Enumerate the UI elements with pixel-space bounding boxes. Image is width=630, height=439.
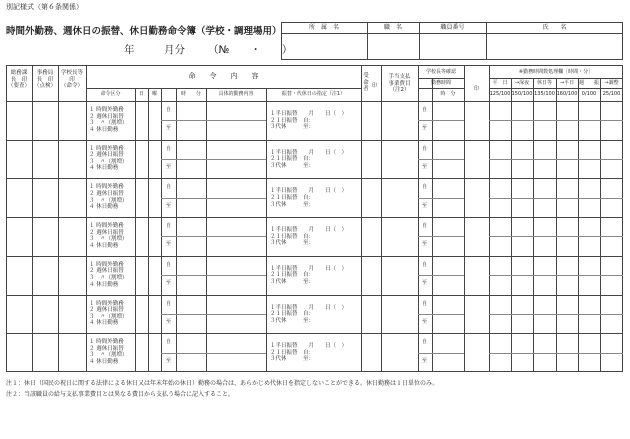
order-category-list[interactable]: １ 時間外勤務 ２ 週休日振替 ３ 〃（割増） ４ 休日勤務 xyxy=(89,339,128,365)
receiver-seal-box[interactable] xyxy=(362,141,380,178)
note-2: 注２：当該職員の給与支払事業費目とは異なる費目から支払う場合に記入すること。 xyxy=(6,391,235,398)
swap-designation[interactable]: １半日振替 月 日（ ） ２１日振替 自： ３代休 至： xyxy=(270,304,348,324)
start-time-field[interactable] xyxy=(177,218,205,235)
allowance-field[interactable] xyxy=(382,334,417,371)
confirm-seal-box[interactable] xyxy=(465,257,488,294)
order-category-list[interactable]: １ 時間外勤務 ２ 週休日振替 ３ 〃（割増） ４ 休日勤務 xyxy=(89,184,128,211)
col-time: 時 分 xyxy=(180,91,201,97)
start-time-field[interactable] xyxy=(177,102,205,119)
swap-designation[interactable]: １半日振替 月 日（ ） ２１日振替 自： ３代休 至： xyxy=(270,265,348,285)
day-field[interactable] xyxy=(136,334,147,371)
swap-designation[interactable]: １半日振替 月 日（ ） ２１日振替 自： ３代休 至： xyxy=(270,111,348,131)
calc-rate-holiday: 135/100 xyxy=(534,91,555,97)
to-label: 至 xyxy=(166,241,172,248)
receiver-seal-box[interactable] xyxy=(362,257,380,294)
to-label: 至 xyxy=(166,318,172,325)
confirm-from-label: 自 xyxy=(422,107,428,113)
form-month: 月分 xyxy=(164,44,185,56)
confirm-from-label: 自 xyxy=(422,223,428,230)
confirm-to-label: 至 xyxy=(422,241,428,248)
confirm-hm: 時 分 xyxy=(440,91,456,97)
allowance-field[interactable] xyxy=(382,218,417,255)
col-order-category: 命令区分 xyxy=(100,91,121,97)
header-general-affairs: 総務課 長 印 （要査） xyxy=(7,70,30,90)
to-label: 至 xyxy=(166,202,172,209)
col-day: 日 xyxy=(138,91,144,97)
confirm-from-label: 自 xyxy=(422,261,428,268)
confirm-from-label: 自 xyxy=(422,145,428,152)
confirm-hours: 勤務時間 xyxy=(430,80,451,86)
info-header-employee-id: 職員番号 xyxy=(440,24,465,31)
col-weekday: 曜 xyxy=(151,91,157,97)
weekday-field[interactable] xyxy=(149,179,160,216)
confirm-to-label: 至 xyxy=(422,357,428,364)
calc-cells[interactable] xyxy=(490,141,622,178)
confirm-to-label: 至 xyxy=(422,202,428,209)
col-work-content: 具体的勤務内容 xyxy=(218,91,254,97)
order-category-list[interactable]: １ 時間外勤務 ２ 週休日振替 ３ 〃（割増） ４ 休日勤務 xyxy=(89,261,128,288)
calc-cells[interactable] xyxy=(490,179,622,216)
calc-col-holiday: 休日等 xyxy=(536,80,552,86)
calc-rate-adjust: 25/100 xyxy=(602,91,621,97)
end-time-field[interactable] xyxy=(177,276,205,293)
confirm-from-label: 自 xyxy=(422,184,428,191)
confirm-seal-box[interactable] xyxy=(465,179,488,216)
confirm-to-label: 至 xyxy=(422,280,428,287)
day-field[interactable] xyxy=(136,296,147,333)
calc-rate-weekday: 125/100 xyxy=(489,91,511,97)
calc-col-adjust: →調整 xyxy=(604,80,619,86)
confirm-to-label: 至 xyxy=(422,164,428,171)
name-field[interactable] xyxy=(487,34,622,59)
start-time-field[interactable] xyxy=(177,334,205,351)
confirm-seal-box[interactable] xyxy=(465,141,488,178)
work-content-field[interactable] xyxy=(207,179,265,216)
allowance-field[interactable] xyxy=(382,257,417,294)
start-time-field[interactable] xyxy=(177,296,205,313)
info-header-position: 職 名 xyxy=(383,24,402,31)
order-category-list[interactable]: １ 時間外勤務 ２ 週休日振替 ３ 〃（割増） ４ 休日勤務 xyxy=(89,107,128,133)
calc-rate-late-night: 150/100 xyxy=(511,91,533,97)
calc-rate-weekly-swap: 0/100 xyxy=(581,91,597,97)
calc-cells[interactable] xyxy=(490,218,622,255)
calc-cells[interactable] xyxy=(490,257,622,294)
from-label: 自 xyxy=(166,184,172,191)
order-content-header: 命 令 内 容 xyxy=(188,72,259,80)
position-field[interactable] xyxy=(368,34,418,59)
work-content-field[interactable] xyxy=(207,257,265,294)
weekday-field[interactable] xyxy=(149,141,160,178)
to-label: 至 xyxy=(166,125,172,132)
day-field[interactable] xyxy=(136,102,147,139)
confirm-to-label: 至 xyxy=(422,318,428,325)
calc-header: ※勤務時間数処理欄［時間・分］ xyxy=(518,69,594,75)
confirm-seal: 印 xyxy=(474,86,480,92)
confirm-to-label: 至 xyxy=(422,125,428,132)
info-header-dept: 所 属 名 xyxy=(308,24,339,31)
receiver-seal-box[interactable] xyxy=(362,179,380,216)
header-secretariat: 事務局 長 印 （点検） xyxy=(33,70,56,90)
note-1: 注１：休日（国民の祝日に関する法律による休日又は年末年始の休日）勤務の場合は、あらかじめ代休日を指定しないことができる。休日勤務は１日単位のみ。 xyxy=(6,380,439,387)
receiver-seal-box[interactable] xyxy=(362,334,380,371)
info-header-name: 氏 名 xyxy=(542,24,567,31)
order-category-list[interactable]: １ 時間外勤務 ２ 週休日振替 ３ 〃（割増） ４ 休日勤務 xyxy=(89,223,128,249)
from-label: 自 xyxy=(166,339,172,346)
attached-form-label: 別記様式（第６条関係） xyxy=(6,3,83,11)
weekday-field[interactable] xyxy=(149,334,160,371)
from-label: 自 xyxy=(166,261,172,268)
receiver-seal-box[interactable] xyxy=(362,296,380,333)
work-content-field[interactable] xyxy=(207,334,265,371)
start-time-field[interactable] xyxy=(177,257,205,274)
receiver-seal-box[interactable] xyxy=(362,218,380,255)
confirm-header: 学校長等確認 xyxy=(425,69,456,75)
end-time-field[interactable] xyxy=(177,354,205,371)
form-number: （№ ・ ） xyxy=(208,44,293,56)
employee-id-field[interactable] xyxy=(420,34,485,59)
calc-cells[interactable] xyxy=(490,296,622,333)
receiver-seal-box[interactable] xyxy=(362,102,380,139)
calc-rate-to-weekday: 160/100 xyxy=(556,91,578,97)
form-year: 年 xyxy=(124,44,135,56)
dept-field[interactable] xyxy=(282,34,366,59)
calc-col-late-night: →深夜 xyxy=(514,80,530,86)
weekday-field[interactable] xyxy=(149,102,160,139)
to-label: 至 xyxy=(166,164,172,171)
calc-col-weekly-swap: 週 振 xyxy=(578,80,599,86)
calc-col-weekday: 平 日 xyxy=(492,80,508,86)
work-content-field[interactable] xyxy=(207,102,265,139)
swap-designation[interactable]: １半日振替 月 日（ ） ２１日振替 自： ３代休 至： xyxy=(270,188,348,208)
from-label: 自 xyxy=(166,300,172,307)
order-category-list[interactable]: １ 時間外勤務 ２ 週休日振替 ３ 〃（割増） ４ 休日勤務 xyxy=(89,300,128,327)
swap-designation[interactable]: １半日振替 月 日（ ） ２１日振替 自： ３代休 至： xyxy=(270,149,348,169)
end-time-field[interactable] xyxy=(177,237,205,254)
start-time-field[interactable] xyxy=(177,179,205,196)
end-time-field[interactable] xyxy=(177,315,205,332)
work-content-field[interactable] xyxy=(207,141,265,178)
confirm-from-label: 自 xyxy=(422,300,428,307)
col-allowance: 手当支払 事業費目 （注2） xyxy=(388,74,411,94)
day-field[interactable] xyxy=(136,257,147,294)
confirm-from-label: 自 xyxy=(422,339,428,346)
allowance-field[interactable] xyxy=(382,296,417,333)
end-time-field[interactable] xyxy=(177,121,205,138)
allowance-field[interactable] xyxy=(382,179,417,216)
day-field[interactable] xyxy=(136,179,147,216)
work-content-field[interactable] xyxy=(207,296,265,333)
start-time-field[interactable] xyxy=(177,141,205,158)
end-time-field[interactable] xyxy=(177,160,205,177)
calc-cells[interactable] xyxy=(490,102,622,139)
allowance-field[interactable] xyxy=(382,141,417,178)
calc-cells[interactable] xyxy=(490,334,622,371)
col-swap-designation: 振替・代休日の指定（注1） xyxy=(281,91,346,97)
from-label: 自 xyxy=(166,145,172,152)
header-principal: 学校長等 印 （命令） xyxy=(60,70,83,90)
confirm-seal-box[interactable] xyxy=(465,102,488,139)
order-category-list[interactable]: １ 時間外勤務 ２ 週休日振替 ３ 〃（割増） ４ 休日勤務 xyxy=(89,145,128,172)
from-label: 自 xyxy=(166,107,172,113)
to-label: 至 xyxy=(166,280,172,287)
weekday-field[interactable] xyxy=(149,257,160,294)
col-receiver-seal: 印 xyxy=(372,83,378,89)
col-receiver: 受 命 者 xyxy=(363,73,369,93)
form-title: 時間外勤務、週休日の振替、休日勤務命令簿（学校・調理場用） xyxy=(6,26,282,37)
from-label: 自 xyxy=(166,223,172,230)
confirm-seal-box[interactable] xyxy=(465,218,488,255)
day-field[interactable] xyxy=(136,218,147,255)
allowance-field[interactable] xyxy=(382,102,417,139)
calc-col-to-weekday: →平日 xyxy=(559,80,575,86)
confirm-seal-box[interactable] xyxy=(465,334,488,371)
day-field[interactable] xyxy=(136,141,147,178)
end-time-field[interactable] xyxy=(177,199,205,216)
to-label: 至 xyxy=(166,357,172,364)
swap-designation[interactable]: １半日振替 月 日（ ） ２１日振替 自： ３代休 至： xyxy=(270,227,348,247)
weekday-field[interactable] xyxy=(149,296,160,333)
confirm-seal-box[interactable] xyxy=(465,296,488,333)
work-content-field[interactable] xyxy=(207,218,265,255)
weekday-field[interactable] xyxy=(149,218,160,255)
swap-designation[interactable]: １半日振替 月 日（ ） ２１日振替 自： ３代休 至： xyxy=(270,343,348,363)
